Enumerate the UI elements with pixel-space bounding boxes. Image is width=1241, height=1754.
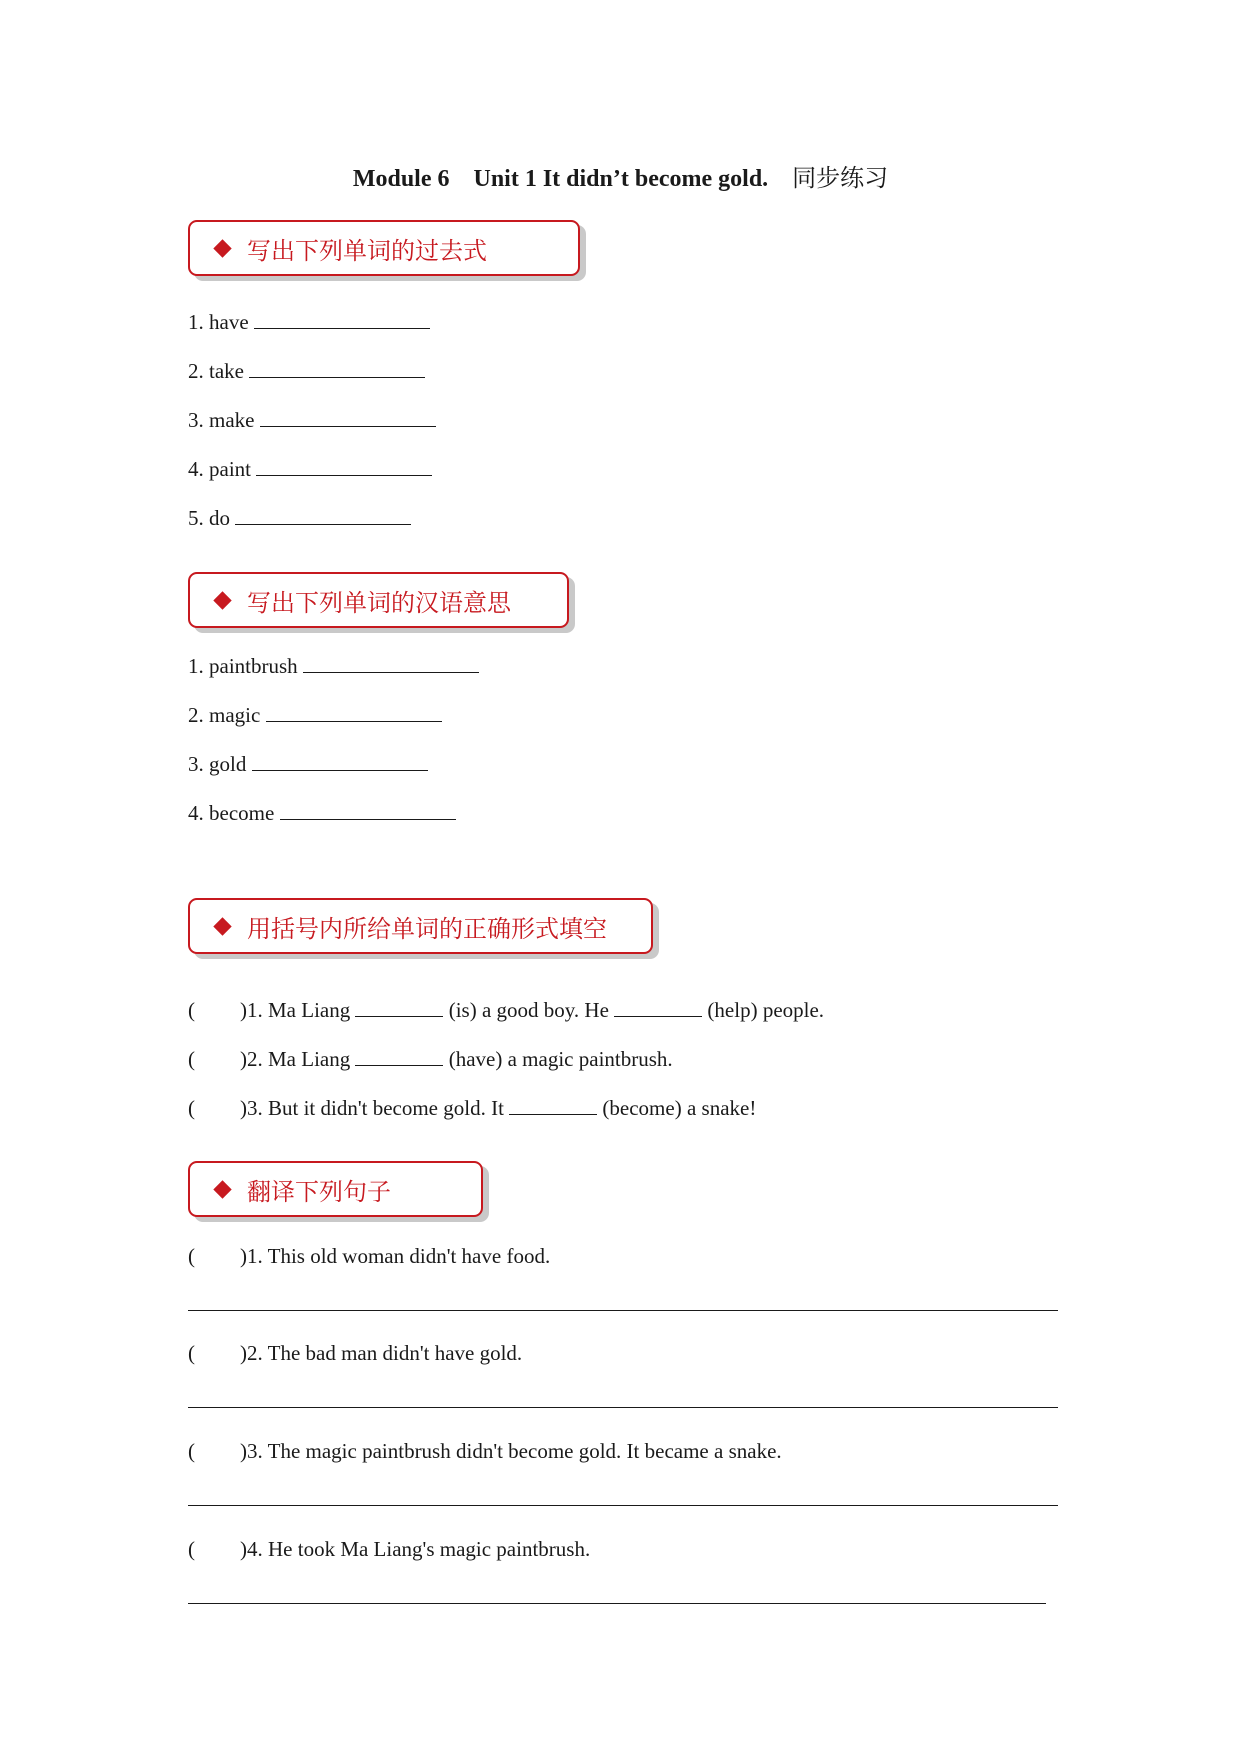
s4-item-4: ( )4. He took Ma Liang's magic paintbrush.	[188, 1537, 591, 1561]
answer-blank[interactable]	[280, 801, 456, 820]
section-2-header	[188, 572, 569, 628]
s4-item-2: ( )2. The bad man didn't have gold.	[188, 1341, 523, 1365]
answer-blank[interactable]	[355, 1047, 443, 1066]
section-3-header	[188, 898, 653, 954]
answer-blank[interactable]	[254, 310, 430, 329]
section-1-header	[188, 220, 580, 276]
section-1-title: 写出下列单词的过去式	[247, 236, 487, 265]
s2-item-3: 3. gold	[188, 751, 428, 777]
diamond-bullet-icon	[213, 591, 231, 609]
page-title	[0, 158, 1241, 193]
answer-blank[interactable]	[303, 654, 479, 673]
diamond-bullet-icon	[213, 239, 231, 257]
section-2-title: 写出下列单词的汉语意思	[247, 588, 511, 617]
s1-item-5: 5. do	[188, 505, 411, 531]
answer-blank[interactable]	[614, 998, 702, 1017]
diamond-bullet-icon	[213, 917, 231, 935]
s4-item-1: ( )1. This old woman didn't have food.	[188, 1244, 551, 1268]
s1-item-1: 1. have	[188, 309, 430, 335]
answer-blank[interactable]	[355, 998, 443, 1017]
answer-blank[interactable]	[249, 359, 425, 378]
s1-item-2: 2. take	[188, 358, 425, 384]
s3-item-2: ( )2. Ma Liang (have) a magic paintbrush.	[188, 1047, 673, 1071]
section-3-title: 用括号内所给单词的正确形式填空	[247, 914, 607, 943]
s2-item-1: 1. paintbrush	[188, 653, 479, 679]
s1-item-4: 4. paint	[188, 456, 432, 482]
title-english: Module 6 Unit 1 It didn’t become gold.	[352, 166, 793, 192]
section-4-title: 翻译下列句子	[247, 1177, 391, 1206]
s1-item-3: 3. make	[188, 407, 436, 433]
answer-line[interactable]	[188, 1603, 1046, 1604]
diamond-bullet-icon	[213, 1180, 231, 1198]
answer-blank[interactable]	[252, 752, 428, 771]
s2-item-2: 2. magic	[188, 702, 442, 728]
answer-blank[interactable]	[235, 506, 411, 525]
answer-line[interactable]	[188, 1505, 1058, 1506]
s3-item-1: ( )1. Ma Liang (is) a good boy. He (help) people.	[188, 998, 825, 1022]
s3-item-3: ( )3. But it didn't become gold. It (become) a snake!	[188, 1096, 757, 1120]
answer-blank[interactable]	[256, 457, 432, 476]
s4-item-3: ( )3. The magic paintbrush didn't become gold. It became a snake.	[188, 1439, 782, 1463]
answer-blank[interactable]	[509, 1096, 597, 1115]
answer-blank[interactable]	[260, 408, 436, 427]
title-chinese: 同步练习	[792, 164, 889, 192]
answer-blank[interactable]	[266, 703, 442, 722]
s2-item-4: 4. become	[188, 800, 456, 826]
answer-line[interactable]	[188, 1310, 1058, 1311]
answer-line[interactable]	[188, 1407, 1058, 1408]
section-4-header	[188, 1161, 483, 1217]
